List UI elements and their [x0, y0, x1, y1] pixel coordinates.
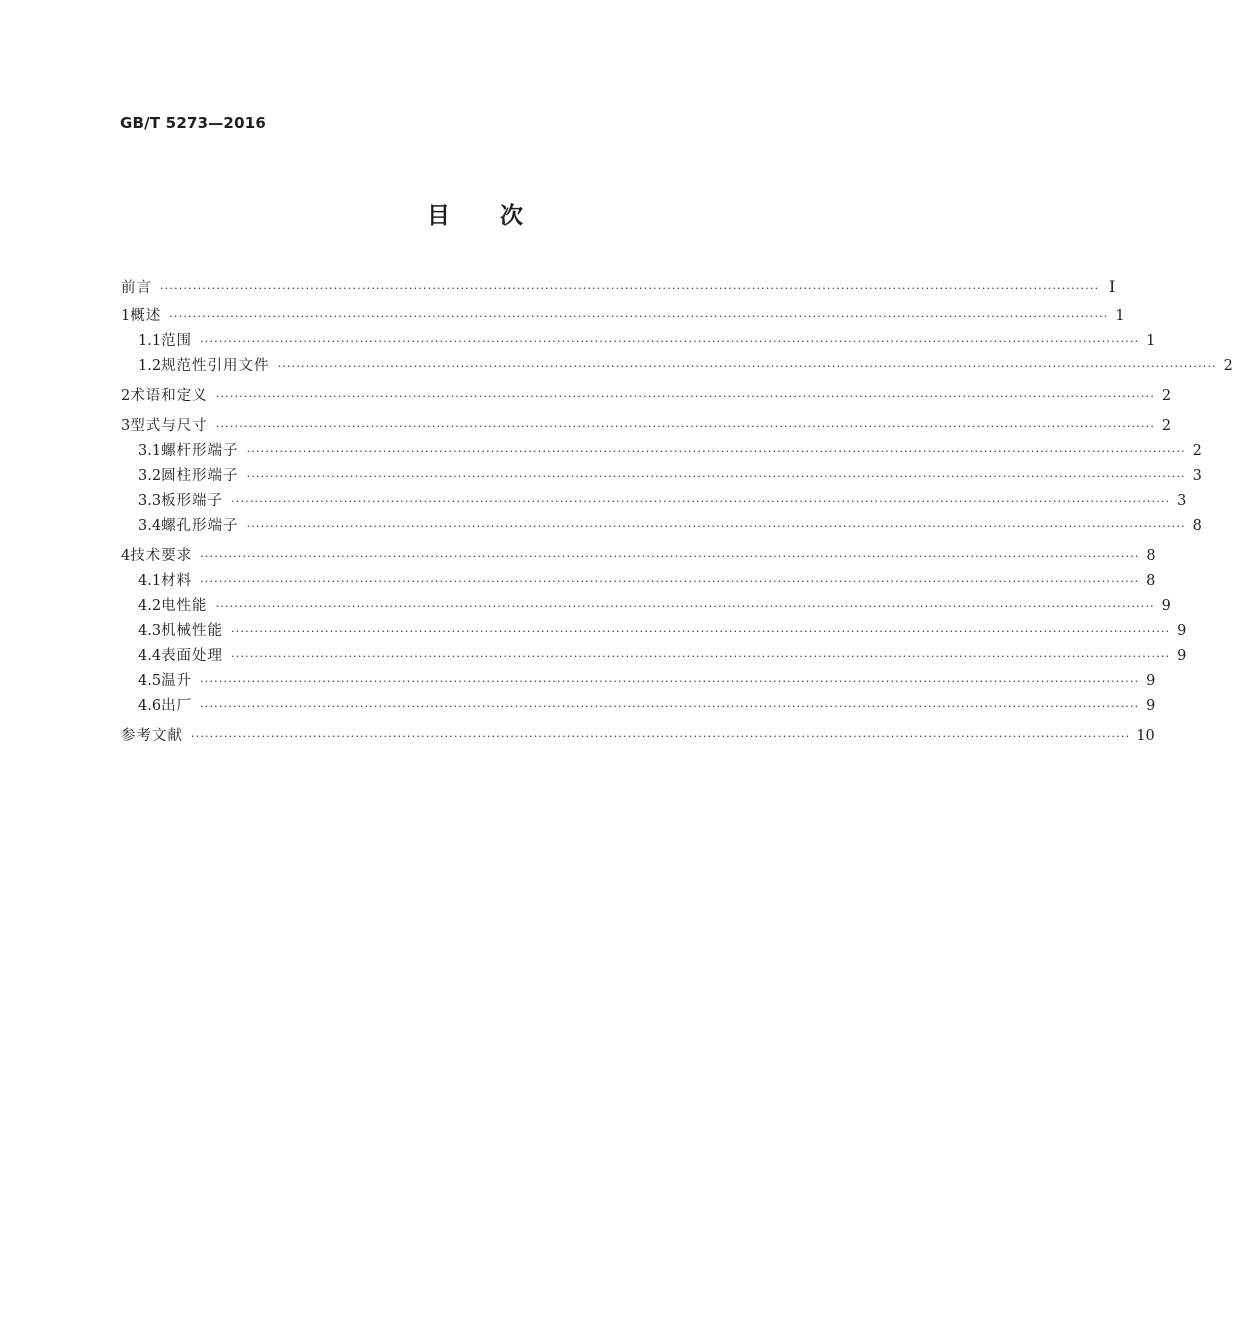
toc-entry-label: 机械性能: [161, 623, 224, 639]
toc-entry-page: 9: [1177, 623, 1187, 639]
toc-entry[interactable]: [121, 619, 1187, 644]
toc-entry-page: 1: [1146, 333, 1156, 349]
toc-entry-label: 参考文献: [121, 728, 183, 744]
toc-entry-page: 8: [1146, 548, 1156, 564]
toc-entry[interactable]: [121, 304, 1125, 329]
toc-entry-page: 2: [1161, 418, 1172, 434]
toc-entry[interactable]: [121, 514, 1202, 539]
toc-entry-number: 3: [121, 418, 131, 434]
toc-entry-number: 4.5: [138, 673, 162, 689]
dot-leader: ········································································································································································································: [215, 420, 1156, 433]
dot-leader: ········································································································································································································: [246, 520, 1186, 533]
toc-entry[interactable]: [121, 694, 1156, 719]
dot-leader: ········································································································································································································: [200, 335, 1140, 348]
toc-entry-number: 1.2: [138, 358, 162, 374]
table-of-contents: [121, 274, 1233, 749]
toc-entry[interactable]: [121, 439, 1202, 464]
toc-entry-page: 9: [1146, 698, 1156, 714]
toc-entry-number: 2: [121, 388, 131, 404]
toc-entry-label: 电性能: [161, 598, 208, 614]
dot-leader: ········································································································································································································: [246, 470, 1186, 483]
toc-entry[interactable]: [121, 329, 1156, 354]
toc-entry-number: 4.2: [138, 598, 162, 614]
toc-entry-page: 9: [1161, 598, 1171, 614]
toc-entry-label: 概述: [130, 308, 162, 324]
toc-entry-number: 4.3: [138, 623, 162, 639]
toc-entry-label: 表面处理: [161, 648, 224, 664]
toc-entry-page: 2: [1161, 388, 1172, 404]
standard-number: GB/T 5273—2016: [120, 114, 266, 132]
toc-entry-label: 板形端子: [161, 493, 224, 509]
dot-leader: ········································································································································································································: [200, 550, 1140, 563]
toc-entry-label: 范围: [161, 333, 193, 349]
toc-entry-number: 4.1: [138, 573, 162, 589]
toc-entry-number: 3.3: [138, 493, 162, 509]
toc-entry-page: 9: [1146, 673, 1156, 689]
dot-leader: ········································································································································································································: [200, 675, 1140, 688]
toc-entry-number: 4.4: [138, 648, 162, 664]
toc-entry-page: 2: [1192, 443, 1202, 459]
toc-entry-page: 3: [1177, 493, 1187, 509]
toc-entry-page: 1: [1115, 308, 1125, 324]
dot-leader: ········································································································································································································: [200, 700, 1140, 713]
dot-leader: ········································································································································································································: [246, 445, 1186, 458]
dot-leader: ········································································································································································································: [231, 495, 1171, 508]
toc-entry[interactable]: [121, 414, 1172, 439]
dot-leader: ········································································································································································································: [231, 650, 1171, 663]
dot-leader: ········································································································································································································: [215, 390, 1156, 403]
toc-entry[interactable]: [121, 544, 1156, 569]
toc-entry[interactable]: [121, 644, 1187, 669]
dot-leader: ········································································································································································································: [169, 310, 1109, 323]
toc-entry-page: Ⅰ: [1109, 277, 1116, 296]
toc-entry[interactable]: [121, 724, 1155, 749]
toc-entry-label: 前言: [121, 280, 152, 296]
toc-entry-page: 10: [1136, 728, 1155, 744]
toc-entry[interactable]: [121, 669, 1156, 694]
toc-entry-number: 3.4: [138, 518, 162, 534]
toc-entry[interactable]: [121, 384, 1172, 409]
toc-entry-number: 4.6: [138, 698, 162, 714]
toc-entry-number: 4: [121, 548, 131, 564]
toc-entry-number: 3.2: [138, 468, 162, 484]
toc-entry-label: 圆柱形端子: [161, 468, 239, 484]
toc-entry-label: 温升: [161, 673, 193, 689]
toc-entry[interactable]: [121, 569, 1156, 594]
toc-entry[interactable]: [121, 354, 1233, 379]
toc-entry-label: 技术要求: [130, 548, 193, 564]
toc-entry-label: 出厂: [161, 698, 193, 714]
toc-entry-label: 规范性引用文件: [161, 358, 270, 374]
page-title: 目次: [427, 203, 573, 229]
toc-entry-page: 8: [1146, 573, 1156, 589]
dot-leader: ········································································································································································································: [231, 625, 1171, 638]
dot-leader: ········································································································································································································: [191, 730, 1131, 743]
dot-leader: ········································································································································································································: [277, 360, 1217, 373]
toc-entry[interactable]: [121, 464, 1202, 489]
toc-entry-page: 9: [1177, 648, 1187, 664]
toc-entry[interactable]: [121, 594, 1171, 619]
dot-leader: ········································································································································································································: [215, 600, 1155, 613]
toc-entry-label: 型式与尺寸: [130, 418, 208, 434]
toc-entry-number: 1: [121, 308, 131, 324]
toc-entry[interactable]: [121, 274, 1116, 299]
toc-entry-number: 1.1: [138, 333, 162, 349]
toc-entry-page: 8: [1192, 518, 1202, 534]
toc-entry-label: 螺杆形端子: [161, 443, 239, 459]
dot-leader: ········································································································································································································: [160, 282, 1100, 295]
toc-entry-page: 3: [1192, 468, 1202, 484]
toc-entry-label: 螺孔形端子: [161, 518, 239, 534]
toc-entry-label: 术语和定义: [130, 388, 208, 404]
toc-entry-number: 3.1: [138, 443, 162, 459]
dot-leader: ········································································································································································································: [200, 575, 1140, 588]
toc-entry[interactable]: [121, 489, 1187, 514]
toc-entry-label: 材料: [161, 573, 193, 589]
toc-entry-page: 2: [1223, 358, 1233, 374]
